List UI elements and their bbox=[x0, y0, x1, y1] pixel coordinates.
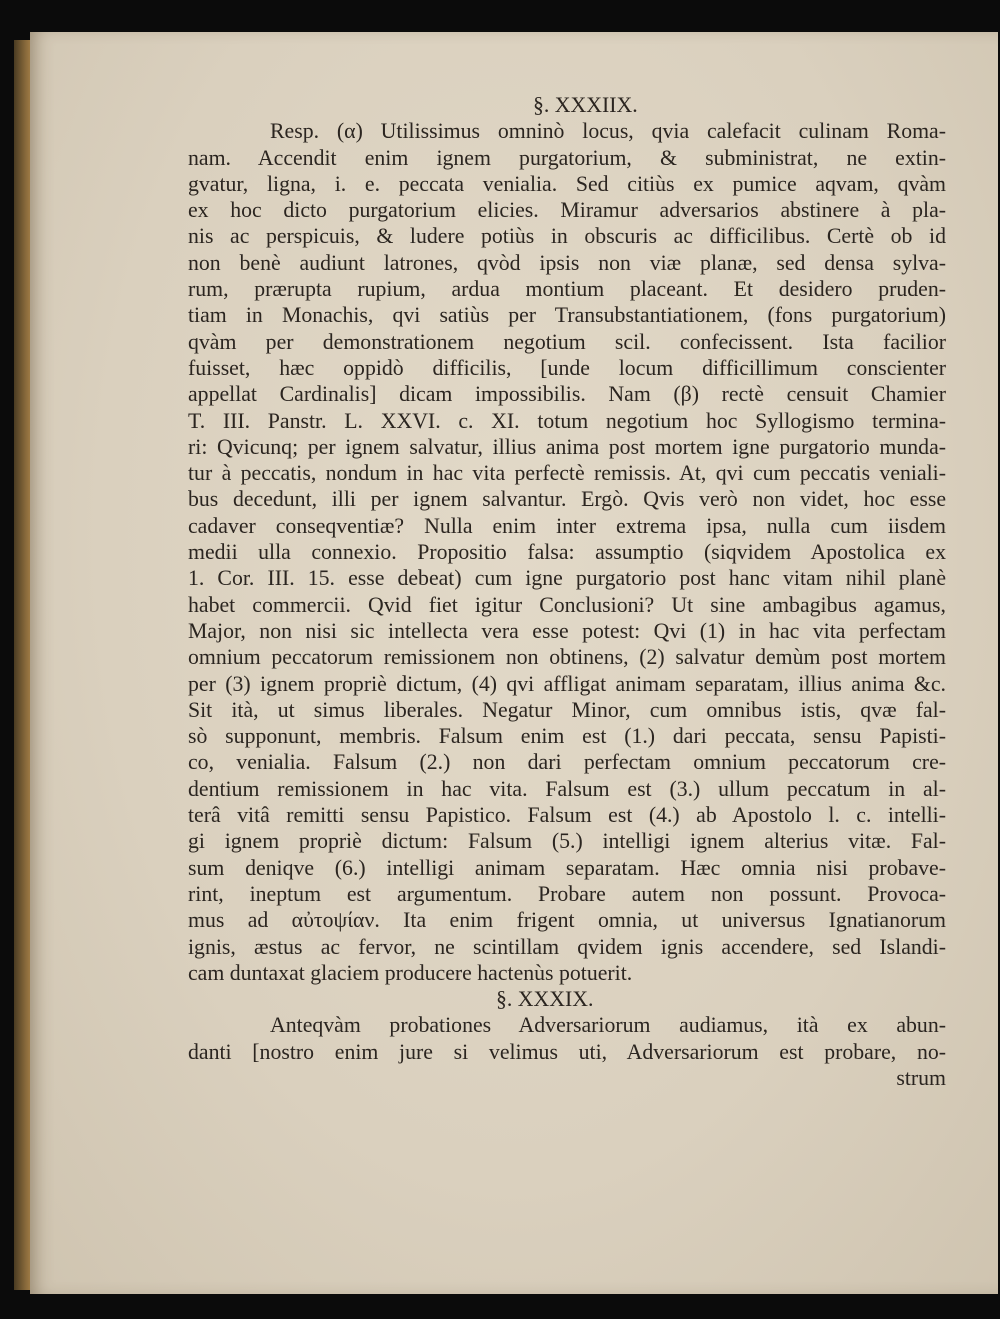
text-line: fuisset, hæc oppidò difficilis, [unde locum difficillimum conscienter bbox=[188, 355, 946, 380]
text-line: tiam in Monachis, qvi satiùs per Transubstantiationem, (fons purgatorium) bbox=[188, 303, 946, 328]
text-line: gvatur, ligna, i. e. peccata venialia. Sed citiùs ex pumice aqvam, qvàm bbox=[188, 171, 946, 196]
text-line: medii ulla connexio. Propositio falsa: assumptio (siqvidem Apostolica ex bbox=[188, 540, 946, 565]
text-line: sum deniqve (6.) intelligi animam separatam. Hæc omnia nisi probave- bbox=[188, 855, 946, 880]
text-line: appellat Cardinalis] dicam impossibilis. Nam (β) rectè censuit Chamier bbox=[188, 382, 946, 407]
text-line: rint, ineptum est argumentum. Probare autem non possunt. Provoca- bbox=[188, 881, 946, 906]
text-line: nis ac perspicuis, & ludere potiùs in obscuris ac difficilibus. Certè ob id bbox=[188, 224, 946, 249]
paragraph-1 bbox=[188, 118, 946, 986]
text-line: tur à peccatis, nondum in hac vita perfectè remissis. At, qvi cum peccatis veniali- bbox=[188, 461, 946, 486]
catchword: strum bbox=[896, 1065, 946, 1090]
text-line: non benè audiunt latrones, qvòd ipsis non viæ planæ, sed densa sylva- bbox=[188, 250, 946, 275]
section-heading-39: §. XXXIX. bbox=[496, 987, 594, 1012]
text-line: rum, prærupta rupium, ardua montium placeant. Et desidero pruden- bbox=[188, 277, 946, 302]
text-line: 1. Cor. III. 15. esse debeat) cum igne purgatorio post hanc vitam nihil planè bbox=[188, 566, 946, 591]
text-line: sò supponunt, membris. Falsum enim est (1.) dari peccata, sensu Papisti- bbox=[188, 724, 946, 749]
paragraph-2 bbox=[188, 1012, 946, 1065]
section-heading-38: §. XXXIIX. bbox=[533, 93, 638, 117]
text-line: dentium remissionem in hac vita. Falsum est (3.) ullum peccatum in al- bbox=[188, 776, 946, 801]
text-line: T. III. Panstr. L. XXVI. c. XI. totum negotium hoc Syllogismo termina- bbox=[188, 408, 946, 433]
text-line: bus decedunt, illi per ignem salvantur. Ergò. Qvis verò non videt, hoc esse bbox=[188, 487, 946, 512]
text-line: mus ad αὐτοψίαν. Ita enim frigent omnia, ut universus Ignatianorum bbox=[188, 908, 946, 933]
text-line: ignis, æstus ac fervor, ne scintillam qvidem ignis accendere, sed Islandi- bbox=[188, 934, 946, 959]
text-line: cadaver conseqventiæ? Nulla enim inter extrema ipsa, nulla cum iisdem bbox=[188, 513, 946, 538]
text-line: gi ignem propriè dictum: Falsum (5.) intelligi ignem alterius vitæ. Fal- bbox=[188, 829, 946, 854]
text-line: habet commercii. Qvid fiet igitur Conclusioni? Ut sine ambagibus agamus, bbox=[188, 592, 946, 617]
text-line: ri: Qvicunq; per ignem salvatur, illius anima post mortem igne purgatorio munda- bbox=[188, 434, 946, 459]
text-line: terâ vitâ remitti sensu Papistico. Falsum est (4.) ab Apostolo l. c. intelli- bbox=[188, 803, 946, 828]
text-line: Anteqvàm probationes Adversariorum audiamus, ità ex abun- bbox=[270, 1013, 946, 1038]
text-line: cam duntaxat glaciem producere hactenùs potuerit. bbox=[188, 960, 633, 985]
text-line: qvàm per demonstrationem negotium scil. confecissent. Ista facilior bbox=[188, 329, 946, 354]
text-line: Sit ità, ut simus liberales. Negatur Minor, cum omnibus istis, qvæ fal- bbox=[188, 697, 946, 722]
text-line: Major, non nisi sic intellecta vera esse potest: Qvi (1) in hac vita perfectam bbox=[188, 618, 946, 643]
text-line: co, venialia. Falsum (2.) non dari perfectam omnium peccatorum cre- bbox=[188, 750, 946, 775]
text-line: omnium peccatorum remissionem non obtinens, (2) salvatur demùm post mortem bbox=[188, 645, 946, 670]
text-line: ex hoc dicto purgatorium elicies. Miramur adversarios abstinere à pla- bbox=[188, 198, 946, 223]
page-text bbox=[188, 92, 946, 1091]
text-line: per (3) ignem propriè dictum, (4) qvi affligat animam separatam, illius anima &c. bbox=[188, 671, 946, 696]
text-line: Resp. (α) Utilissimus omninò locus, qvia calefacit culinam Roma- bbox=[270, 119, 946, 144]
text-line: nam. Accendit enim ignem purgatorium, & subministrat, ne extin- bbox=[188, 145, 946, 170]
text-line: danti [nostro enim jure si velimus uti, Adversariorum est probare, no- bbox=[188, 1039, 946, 1064]
